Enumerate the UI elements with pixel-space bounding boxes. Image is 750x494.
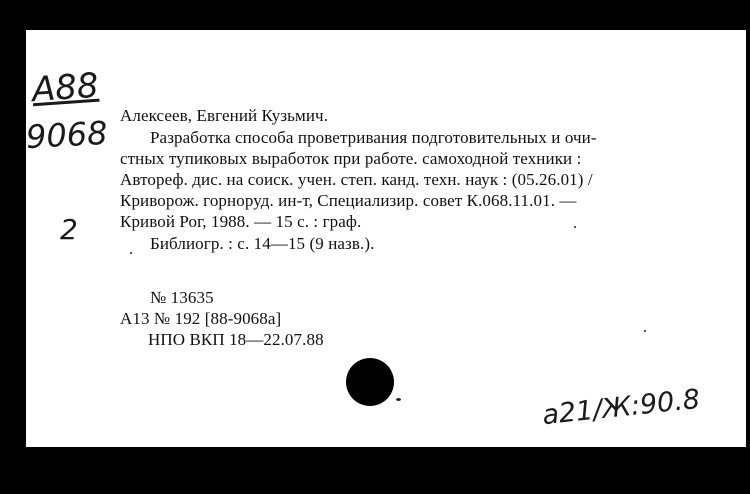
handwritten-code: a21/Ж:90.8: [540, 383, 702, 432]
author-heading: Алексеев, Евгений Кузьмич.: [120, 106, 329, 125]
scan-speck: [130, 252, 132, 254]
scan-speck: [644, 330, 646, 332]
shelfmark-line-1: A88: [30, 65, 100, 111]
bibliography-note: Библиогр. : с. 14—15 (9 назв.).: [150, 234, 375, 253]
title-line-5: Кривой Рог, 1988. — 15 с. : граф.: [120, 212, 362, 231]
title-line-1: Разработка способа проветривания подготовительных и очи-: [150, 128, 597, 147]
npo-vkp-stamp: НПО ВКП 18—22.07.88: [148, 330, 324, 349]
margin-note: 2: [60, 213, 78, 246]
shelfmark-line-2: 9068: [25, 113, 109, 157]
catalog-card: [26, 30, 746, 447]
a13-number: А13 № 192 [88-9068а]: [120, 309, 282, 328]
scan-speck: [574, 226, 576, 228]
punch-hole: [346, 358, 394, 406]
scan-speck: [396, 398, 401, 401]
title-line-3: Автореф. дис. на соиск. учен. степ. канд. техн. наук : (05.26.01) /: [120, 170, 593, 189]
record-number: № 13635: [150, 288, 214, 307]
title-line-4: Криворож. горноруд. ин-т, Специализир. совет К.068.11.01. —: [120, 191, 577, 210]
title-line-2: стных тупиковых выработок при работе. самоходной техники :: [120, 149, 582, 168]
